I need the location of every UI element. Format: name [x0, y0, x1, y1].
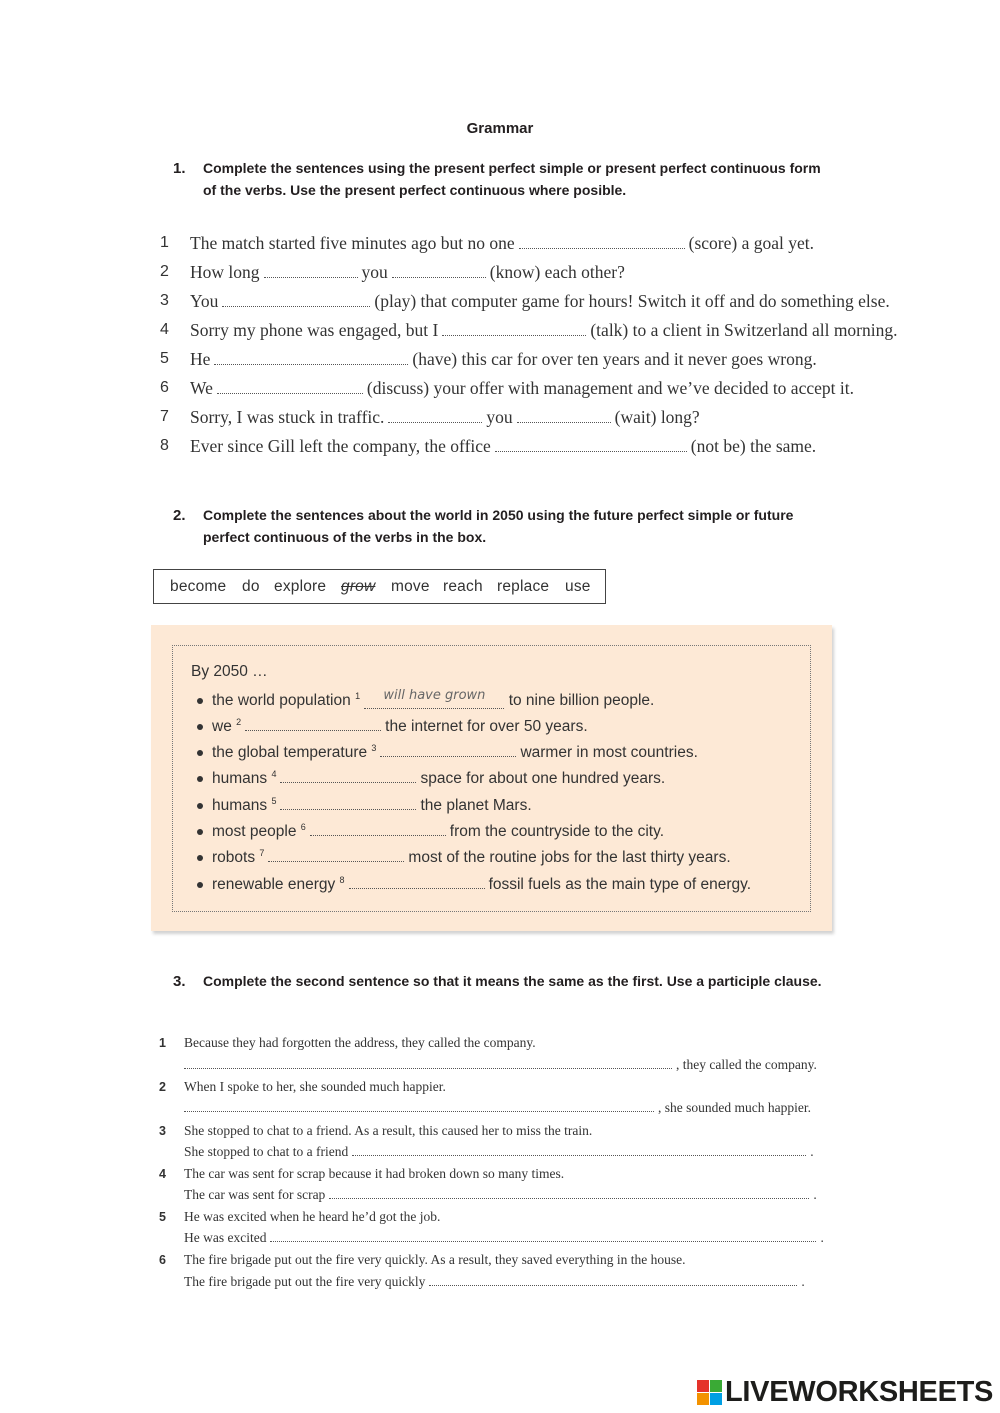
ex3-second-start: He was excited — [184, 1230, 267, 1245]
ex1-item-number: 3 — [160, 292, 169, 309]
answer-blank[interactable] — [349, 887, 485, 889]
answer-blank[interactable] — [280, 808, 416, 810]
bullet-icon — [197, 750, 203, 756]
ex2-item-text: warmer in most countries. — [520, 744, 698, 762]
ex1-item-text: The match started five minutes ago but no one — [190, 233, 515, 253]
handwritten-answer: will have grown — [383, 688, 486, 704]
ex3-second-start: She stopped to chat to a friend — [184, 1144, 349, 1159]
ex1-item-text: He — [190, 349, 211, 369]
ex3-item-6-second — [184, 1274, 805, 1290]
word-become: become — [170, 578, 227, 595]
answer-blank[interactable] — [495, 450, 687, 452]
ex2-item-text: we — [212, 718, 232, 736]
bullet-icon — [197, 882, 203, 888]
exercise-3-number: 3. — [173, 973, 186, 990]
bullet-icon — [197, 698, 203, 704]
ex3-item-number: 5 — [159, 1210, 166, 1224]
bullet-icon — [197, 855, 203, 861]
logo-square-icon — [697, 1393, 709, 1405]
ex2-item-text: space for about one hundred years. — [420, 770, 666, 788]
ex2-item-text: the global temperature — [212, 744, 368, 762]
panel-intro: By 2050 … — [191, 663, 268, 680]
ex2-item-text: renewable energy — [212, 876, 336, 894]
ex2-item-text: fossil fuels as the main type of energy. — [488, 876, 752, 894]
ex3-second-end: . — [810, 1144, 814, 1159]
answer-blank[interactable] — [245, 729, 381, 731]
logo-grid-icon — [697, 1380, 723, 1406]
bullet-icon — [197, 829, 203, 835]
answer-blank[interactable] — [184, 1110, 654, 1112]
answer-blank[interactable] — [392, 276, 486, 278]
ex2-item-text: most of the routine jobs for the last thirty years. — [408, 849, 731, 867]
exercise-3-instruction-text: Complete the second sentence so that it means the same as the first. Use a participle clause. — [203, 973, 822, 989]
ex2-item-number: 5 — [271, 796, 277, 806]
answer-blank-filled[interactable] — [364, 688, 504, 709]
ex1-item-text: (have) this car for over ten years and it never goes wrong. — [412, 349, 817, 369]
ex3-item-5-second — [184, 1230, 824, 1246]
ex1-item-text: (not be) the same. — [690, 436, 817, 456]
ex3-item-3-first: She stopped to chat to a friend. As a result, this caused her to miss the train. — [184, 1123, 593, 1138]
word-move: move — [391, 578, 430, 595]
ex2-item-number: 2 — [236, 717, 242, 727]
ex3-item-number: 3 — [159, 1124, 166, 1138]
ex3-second-end: , she sounded much happier. — [658, 1100, 811, 1115]
ex1-item-number: 4 — [160, 321, 169, 338]
answer-blank[interactable] — [380, 755, 516, 757]
answer-blank[interactable] — [270, 1240, 816, 1242]
ex1-item-text: Ever since Gill left the company, the office — [190, 436, 491, 456]
ex3-item-1-second — [184, 1057, 817, 1073]
ex3-second-end: , they called the company. — [676, 1057, 817, 1072]
ex1-item-text: (play) that computer game for hours! Switch it off and do something else. — [374, 291, 890, 311]
exercise-2-instruction-line-1: Complete the sentences about the world in 2050 using the future perfect simple or future — [203, 507, 794, 523]
exercise-2-number: 2. — [173, 507, 186, 524]
ex2-item-text: robots — [212, 849, 256, 867]
ex2-item-text: most people — [212, 823, 297, 841]
logo-square-icon — [697, 1380, 709, 1392]
answer-blank[interactable] — [264, 276, 358, 278]
ex3-item-number: 4 — [159, 1167, 166, 1181]
ex3-second-end: . — [801, 1274, 805, 1289]
ex1-item-text: (wait) long? — [614, 407, 700, 427]
word-box — [153, 569, 606, 604]
ex1-item-text: How long — [190, 262, 260, 282]
ex1-item-text: (know) each other? — [489, 262, 625, 282]
answer-blank[interactable] — [519, 247, 685, 249]
ex1-item-number: 6 — [160, 379, 169, 396]
bullet-icon — [197, 776, 203, 782]
ex1-item-text: (discuss) your offer with management and we’ve decided to accept it. — [366, 378, 854, 398]
answer-blank[interactable] — [517, 421, 611, 423]
exercise-1-instruction-line-2: of the verbs. Use the present perfect continuous where posible. — [203, 182, 627, 198]
ex1-item-text: (score) a goal yet. — [688, 233, 814, 253]
ex1-item-text: Sorry, I was stuck in traffic. — [190, 407, 385, 427]
ex1-item-number: 1 — [160, 234, 169, 251]
ex1-item-text: Sorry my phone was engaged, but I — [190, 320, 439, 340]
ex1-item-number: 5 — [160, 350, 169, 367]
ex3-item-number: 2 — [159, 1080, 166, 1094]
answer-blank[interactable] — [429, 1284, 797, 1286]
exercise-1-instruction-line-1: Complete the sentences using the present perfect simple or present perfect continuous form — [203, 160, 821, 176]
ex3-item-1-first: Because they had forgotten the address, they called the company. — [184, 1035, 536, 1050]
ex3-second-start: The fire brigade put out the fire very quickly — [184, 1274, 426, 1289]
word-replace: replace — [497, 578, 550, 595]
ex3-second-end: . — [813, 1187, 817, 1202]
exercise-2-instruction — [173, 505, 893, 549]
exercise-1-instruction — [173, 158, 893, 202]
logo-square-icon — [710, 1393, 722, 1405]
logo-text: LIVEWORKSHEETS — [725, 1376, 994, 1408]
ex3-second-start: The car was sent for scrap — [184, 1187, 326, 1202]
ex3-item-4-first: The car was sent for scrap because it had broken down so many times. — [184, 1166, 565, 1181]
ex1-item-text: (talk) to a client in Switzerland all morning. — [590, 320, 898, 340]
bullet-icon — [197, 724, 203, 730]
ex1-item-number: 2 — [160, 263, 169, 280]
answer-blank[interactable] — [184, 1067, 672, 1069]
ex2-item-text: humans — [212, 770, 268, 788]
ex2-item-number: 6 — [300, 822, 306, 832]
answer-blank[interactable] — [442, 334, 586, 336]
ex3-item-3-second — [184, 1144, 814, 1160]
ex2-item-text: the planet Mars. — [420, 797, 532, 815]
word-do: do — [242, 578, 260, 595]
answer-blank[interactable] — [388, 421, 482, 423]
ex3-item-2-second — [184, 1100, 811, 1116]
ex2-item-text: from the countryside to the city. — [449, 823, 665, 841]
ex2-item-number: 3 — [371, 743, 377, 753]
ex2-item-number: 4 — [271, 769, 277, 779]
answer-blank[interactable] — [222, 305, 370, 307]
logo-square-icon — [710, 1380, 722, 1392]
answer-blank[interactable] — [268, 860, 404, 862]
ex3-item-5-first: He was excited when he heard he’d got the job. — [184, 1209, 441, 1224]
ex2-item-number: 8 — [339, 875, 345, 885]
word-use: use — [565, 578, 591, 595]
ex3-item-number: 6 — [159, 1253, 166, 1267]
ex1-item-number: 8 — [160, 437, 169, 454]
world-2050-panel — [151, 625, 832, 931]
answer-blank[interactable] — [217, 392, 363, 394]
answer-blank[interactable] — [310, 834, 446, 836]
ex1-item-text: You — [190, 291, 219, 311]
ex3-item-6-first: The fire brigade put out the fire very quickly. As a result, they saved everything in the house. — [184, 1252, 686, 1267]
answer-blank[interactable] — [329, 1197, 809, 1199]
bullet-icon — [197, 803, 203, 809]
ex2-item-number: 1 — [355, 691, 361, 701]
ex1-item-text: you — [486, 407, 513, 427]
ex3-item-4-second — [184, 1187, 817, 1203]
ex3-item-number: 1 — [159, 1036, 166, 1050]
ex1-item-text: you — [361, 262, 388, 282]
exercise-1-number: 1. — [173, 160, 186, 177]
ex2-item-text: to nine billion people. — [508, 692, 655, 710]
answer-blank[interactable] — [280, 781, 416, 783]
answer-blank[interactable] — [214, 363, 408, 365]
word-grow: grow — [341, 578, 376, 595]
ex2-item-text: the world population — [212, 692, 351, 710]
ex3-item-2-first: When I spoke to her, she sounded much happier. — [184, 1079, 446, 1094]
word-explore: explore — [274, 578, 327, 595]
ex1-item-number: 7 — [160, 408, 169, 425]
answer-blank[interactable] — [352, 1154, 806, 1156]
exercise-2-instruction-line-2: perfect continuous of the verbs in the box. — [203, 529, 487, 545]
ex2-item-number: 7 — [259, 848, 265, 858]
ex2-item-text: the internet for over 50 years. — [385, 718, 588, 736]
page-title: Grammar — [466, 120, 534, 137]
exercise-3-instruction — [173, 971, 893, 993]
ex1-item-text: We — [190, 378, 213, 398]
ex2-item-text: humans — [212, 797, 268, 815]
word-reach: reach — [443, 578, 483, 595]
ex3-second-end: . — [820, 1230, 824, 1245]
